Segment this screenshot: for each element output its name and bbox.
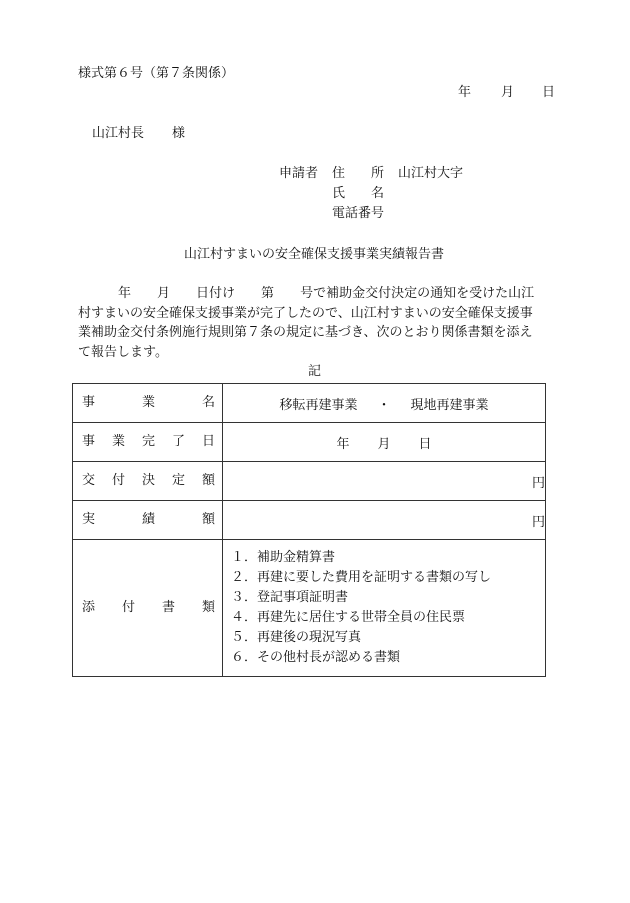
body-line1-rest: 号で補助金交付決定の通知を受けた山江 xyxy=(300,286,535,301)
name-label-1: 氏 xyxy=(332,186,346,201)
table-row xyxy=(73,540,546,677)
name-label-2: 名 xyxy=(371,186,385,201)
document-title: 山江村すまいの安全確保支援事業実績報告書 xyxy=(184,247,445,262)
applicant-phone-label: 電話番号 xyxy=(332,206,385,221)
list-item: ４．再建先に居住する世帯全員の住民票 xyxy=(231,610,466,625)
project-type-separator: ・ xyxy=(377,397,391,413)
form-number: 様式第６号（第７条関係） xyxy=(78,66,235,81)
row-label xyxy=(73,423,223,462)
project-type-relocation: 移転再建事業 xyxy=(279,397,358,413)
body-paragraph xyxy=(78,284,558,362)
body-month: 月 xyxy=(157,286,171,301)
completion-year: 年 xyxy=(336,436,350,452)
report-table xyxy=(72,383,546,677)
addressee-honorific: 様 xyxy=(172,126,186,141)
submission-date xyxy=(458,85,555,101)
applicant-label: 申請者 xyxy=(279,166,319,181)
label-char: 額 xyxy=(201,473,215,488)
label-project-name xyxy=(73,395,222,411)
list-item: ６．その他村長が認める書類 xyxy=(231,650,401,665)
addressee-name: 山江村長 xyxy=(92,126,145,141)
list-item: ３．登記事項証明書 xyxy=(231,590,349,605)
label-completion-date xyxy=(73,434,222,450)
ki-marker: 記 xyxy=(308,364,322,379)
body-number-prefix: 第 xyxy=(261,286,275,301)
address-label-1: 住 xyxy=(332,166,346,181)
address-label-2: 所 xyxy=(371,166,385,181)
label-char: 類 xyxy=(201,600,215,615)
list-item: ２．再建に要した費用を証明する書類の写し xyxy=(231,570,492,585)
label-char: 定 xyxy=(171,473,185,488)
completion-month: 月 xyxy=(377,436,391,452)
label-char: 日 xyxy=(201,434,215,449)
label-char: 事 xyxy=(82,395,96,410)
date-day: 日 xyxy=(542,85,556,100)
addressee xyxy=(92,126,185,142)
project-type-onsite: 現地再建事業 xyxy=(410,397,489,413)
yen-unit: 円 xyxy=(531,514,545,530)
label-char: 実 xyxy=(82,512,96,527)
yen-unit: 円 xyxy=(531,475,545,491)
row-label xyxy=(73,462,223,501)
actual-amount-cell xyxy=(223,501,546,540)
label-char: 交 xyxy=(82,473,96,488)
body-line4: て報告します。 xyxy=(78,344,168,360)
label-char: 付 xyxy=(121,600,135,615)
attached-documents-list xyxy=(223,548,545,668)
label-char: 完 xyxy=(141,434,155,449)
body-line3: 業補助金交付条例施行規則第７条の規定に基づき、次のとおり関係書類を添え xyxy=(78,325,533,340)
list-item: ５．再建後の現況写真 xyxy=(231,630,362,645)
address-value: 山江村大字 xyxy=(398,166,464,181)
body-line2: 村すまいの安全確保支援事業が完了したので、山江村すまいの安全確保支援事 xyxy=(78,305,533,321)
applicant-address-line xyxy=(332,166,463,182)
date-year: 年 xyxy=(458,85,472,100)
applicant-name-line xyxy=(332,186,384,202)
table-row xyxy=(73,384,546,423)
label-char: 業 xyxy=(111,434,125,449)
date-month: 月 xyxy=(501,85,515,100)
label-char: 書 xyxy=(161,600,175,615)
label-char: 了 xyxy=(171,434,185,449)
attached-documents-cell xyxy=(223,540,546,677)
body-day-suffix: 日付け xyxy=(196,286,236,301)
row-label xyxy=(73,540,223,677)
table-row xyxy=(73,501,546,540)
label-attached-documents xyxy=(73,600,222,616)
list-item: １．補助金精算書 xyxy=(231,550,336,565)
grant-amount-cell xyxy=(223,462,546,501)
label-char: 名 xyxy=(201,395,215,410)
label-char: 額 xyxy=(201,512,215,527)
table-row xyxy=(73,423,546,462)
label-char: 績 xyxy=(141,512,155,527)
label-char: 業 xyxy=(141,395,155,410)
label-char: 添 xyxy=(82,600,96,615)
label-actual-amount xyxy=(73,512,222,528)
row-label xyxy=(73,501,223,540)
completion-day: 日 xyxy=(418,436,432,452)
row-label xyxy=(73,384,223,423)
body-year: 年 xyxy=(118,286,132,301)
project-type-cell xyxy=(223,384,546,423)
label-grant-decision-amount xyxy=(73,473,222,489)
completion-date-cell xyxy=(223,423,546,462)
label-char: 事 xyxy=(82,434,96,449)
table-row xyxy=(73,462,546,501)
label-char: 付 xyxy=(111,473,125,488)
label-char: 決 xyxy=(141,473,155,488)
